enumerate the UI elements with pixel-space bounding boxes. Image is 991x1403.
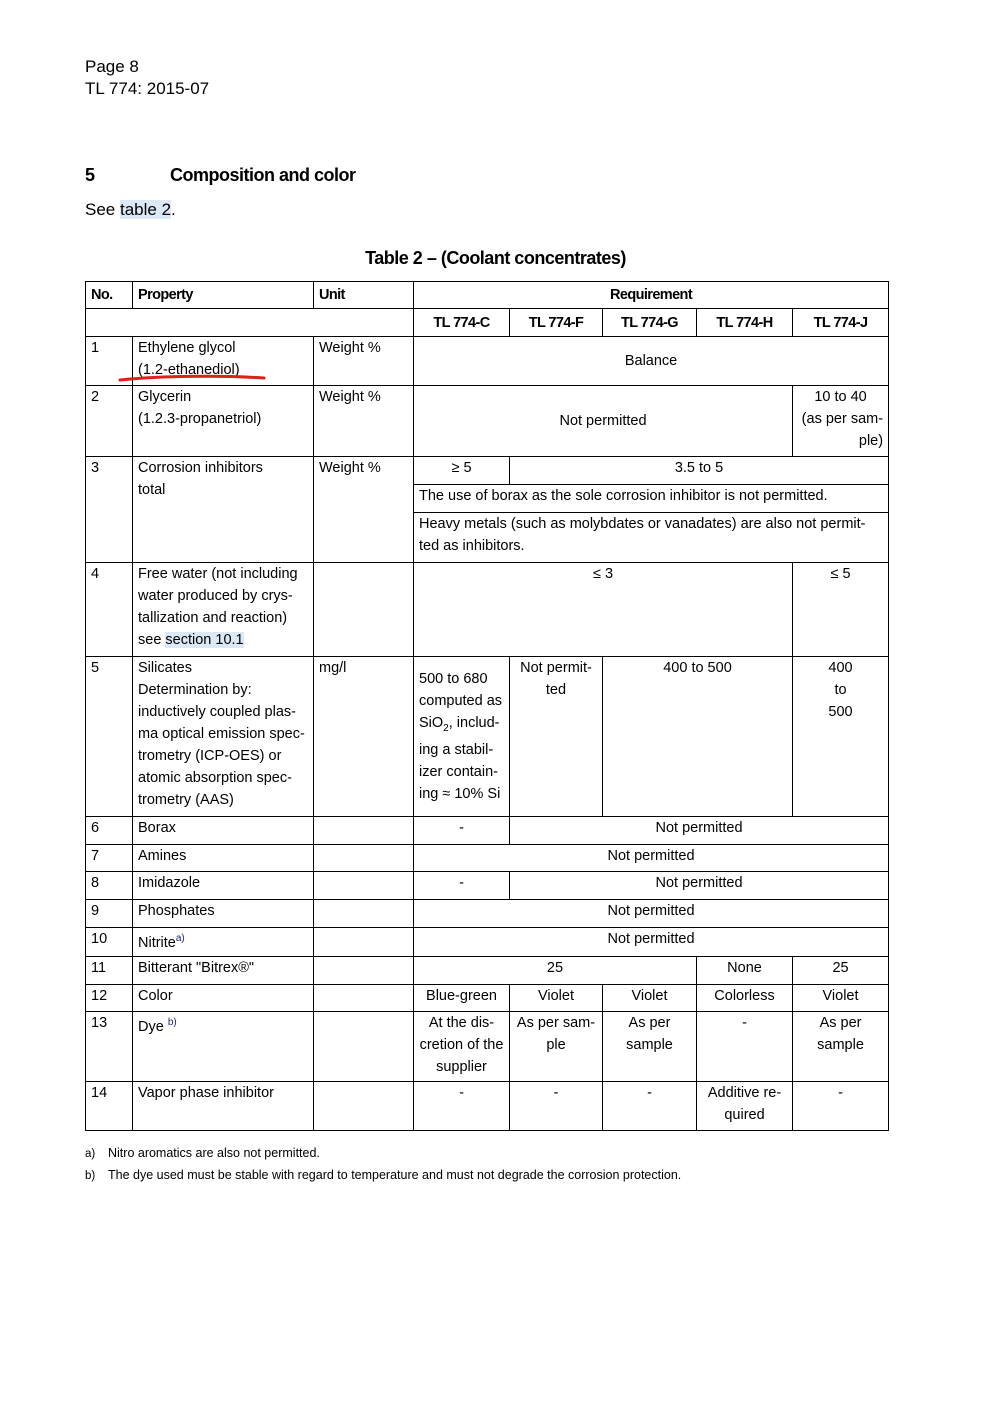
header-grade-c: TL 774-C <box>414 309 510 337</box>
coolant-table <box>85 281 889 1131</box>
table-row: 12 Color Blue-green Violet Violet Colorless Violet <box>86 985 889 1012</box>
borax-note: The use of borax as the sole corrosion inhibitor is not permitted. <box>414 485 889 513</box>
header-grade-g: TL 774-G <box>603 309 697 337</box>
page-number: Page 8 <box>85 57 139 76</box>
footnote-b: b) The dye used must be stable with regard to temperature and must not degrade the corrosion protection. <box>85 1168 682 1182</box>
document-id: TL 774: 2015-07 <box>85 79 210 98</box>
table-caption: Table 2 – (Coolant concentrates) <box>365 248 626 268</box>
table-row: 14 Vapor phase inhibitor - - - Additive re- quired - <box>86 1082 889 1131</box>
table-row: 6 Borax - Not permitted <box>86 817 889 845</box>
header-unit: Unit <box>314 282 414 309</box>
heavy-metals-note: Heavy metals (such as molybdates or vanadates) are also not permit- ted as inhibitors. <box>414 513 889 563</box>
table-row: 8 Imidazole - Not permitted <box>86 872 889 900</box>
see-table-line: See table 2. <box>85 200 176 219</box>
section-title: Composition and color <box>170 165 356 185</box>
table-row: 10 Nitrite$^{a)}$ Not permitted <box>86 928 889 957</box>
table-2-link[interactable]: table 2 <box>119 200 172 219</box>
property-cell: Ethylene glycol (1.2-ethanediol) <box>133 337 314 386</box>
table-row: 4 Free water (not including water produced by crys- tallization and reaction) see section 10.1 ≤ 3 ≤ 5 <box>86 563 889 657</box>
header-grade-j: TL 774-J <box>793 309 889 337</box>
table-row: 11 Bitterant "Bitrex®" 25 None 25 <box>86 957 889 985</box>
header-grade-h: TL 774-H <box>697 309 793 337</box>
table-row: 7 Amines Not permitted <box>86 845 889 872</box>
footnote-a: a) Nitro aromatics are also not permitted. <box>85 1146 320 1160</box>
table-row: 2 Glycerin (1.2.3-propanetriol) Weight % Not permitted 10 to 40 (as per sam- ple) <box>86 386 889 457</box>
table-row: 3 Corrosion inhibitors total Weight % ≥ 5 3.5 to 5 <box>86 457 889 485</box>
table-row: 1 Ethylene glycol (1.2-ethanediol) Weight % Balance <box>86 337 889 386</box>
section-10-1-link[interactable]: section 10.1 <box>165 632 244 648</box>
header-blank <box>86 309 414 337</box>
header-no: No. <box>86 282 133 309</box>
table-row: 5 Silicates Determination by: inductively coupled plas- ma optical emission spec- trometry (ICP-OES) or atomic absorption spec- trometry (AAS) mg/l 500 to 680 computed as SiO$_2$, includ- ing a stabil- izer contain- ing ≈ 10% Si Not permit- ted 400 to 500 400 to 500 <box>86 657 889 817</box>
section-number: 5 <box>85 165 95 185</box>
red-underline-annotation <box>118 372 268 384</box>
header-requirement: Requirement <box>414 282 889 309</box>
table-row: 13 Dye $^{b)}$ At the dis- cretion of the supplier As per sam- ple As per sample - As per sample <box>86 1012 889 1082</box>
header-property: Property <box>133 282 314 309</box>
header-grade-f: TL 774-F <box>510 309 603 337</box>
table-row: 9 Phosphates Not permitted <box>86 900 889 928</box>
